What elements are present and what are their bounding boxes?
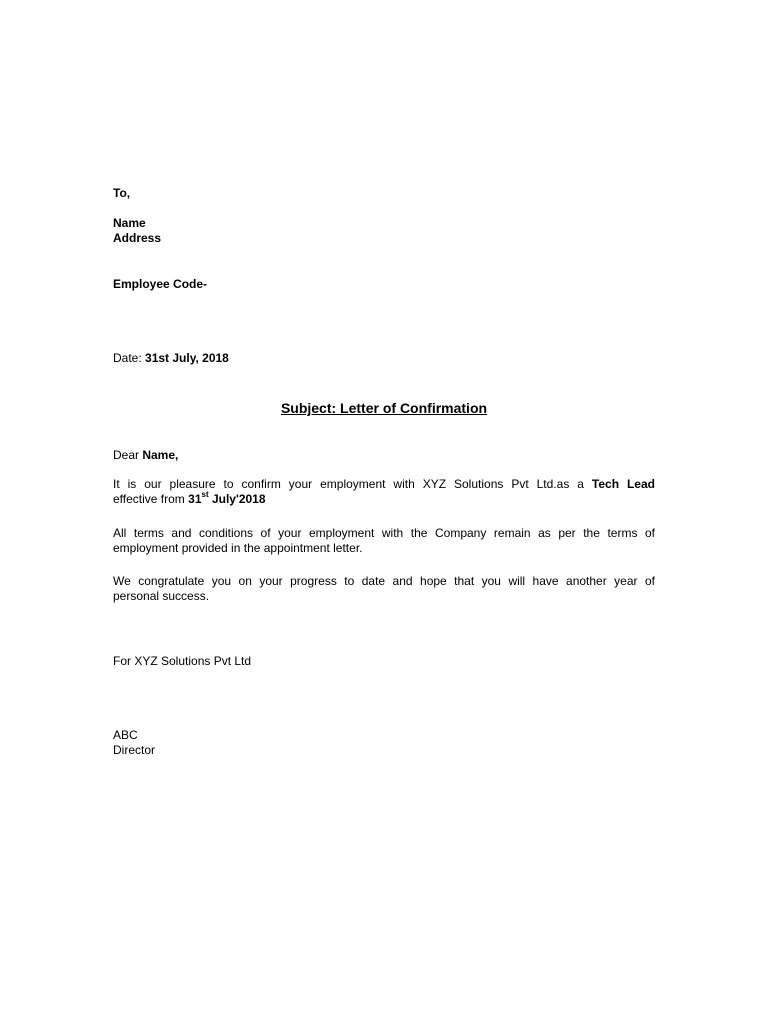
- paragraph-terms-line-2: employment provided in the appointment letter.: [113, 541, 363, 555]
- subject-heading: Subject: Letter of Confirmation: [280, 400, 488, 416]
- date-line: [113, 351, 229, 366]
- effective-date-suffix: st: [201, 490, 209, 499]
- salutation-prefix: Dear: [113, 448, 143, 462]
- paragraph-terms: [113, 526, 655, 556]
- effective-from-text: effective from: [113, 492, 189, 506]
- role-title: Tech Lead: [591, 477, 655, 491]
- paragraph-confirmation: [113, 477, 655, 507]
- recipient-address: Address: [113, 231, 162, 245]
- salutation-name: Name,: [142, 448, 179, 462]
- effective-date: [188, 492, 265, 506]
- to-label: To,: [113, 186, 131, 200]
- salutation: [113, 448, 178, 463]
- paragraph-confirmation-line-2: [113, 492, 655, 507]
- paragraph-terms-line-1: All terms and conditions of your employment with the Company remain as per the terms of: [113, 526, 655, 540]
- paragraph-congratulations: [113, 574, 655, 604]
- confirmation-text: It is our pleasure to confirm your employment with XYZ Solutions Pvt Ltd.as a: [113, 477, 592, 491]
- paragraph-confirmation-line-1: [113, 477, 655, 492]
- date-value: 31st July, 2018: [145, 351, 229, 365]
- signatory-name: ABC: [113, 728, 138, 742]
- employee-code-label: Employee Code-: [113, 277, 208, 291]
- effective-date-day: 31: [188, 492, 202, 506]
- recipient-name: Name: [113, 216, 146, 230]
- closing-company: For XYZ Solutions Pvt Ltd: [113, 654, 252, 668]
- paragraph-congratulations-line-1: We congratulate you on your progress to date and hope that you will have another year of: [113, 574, 655, 588]
- date-label: Date:: [113, 351, 146, 365]
- effective-date-rest: July'2018: [208, 492, 266, 506]
- signatory-title: Director: [113, 743, 156, 757]
- paragraph-congratulations-line-2: personal success.: [113, 589, 210, 603]
